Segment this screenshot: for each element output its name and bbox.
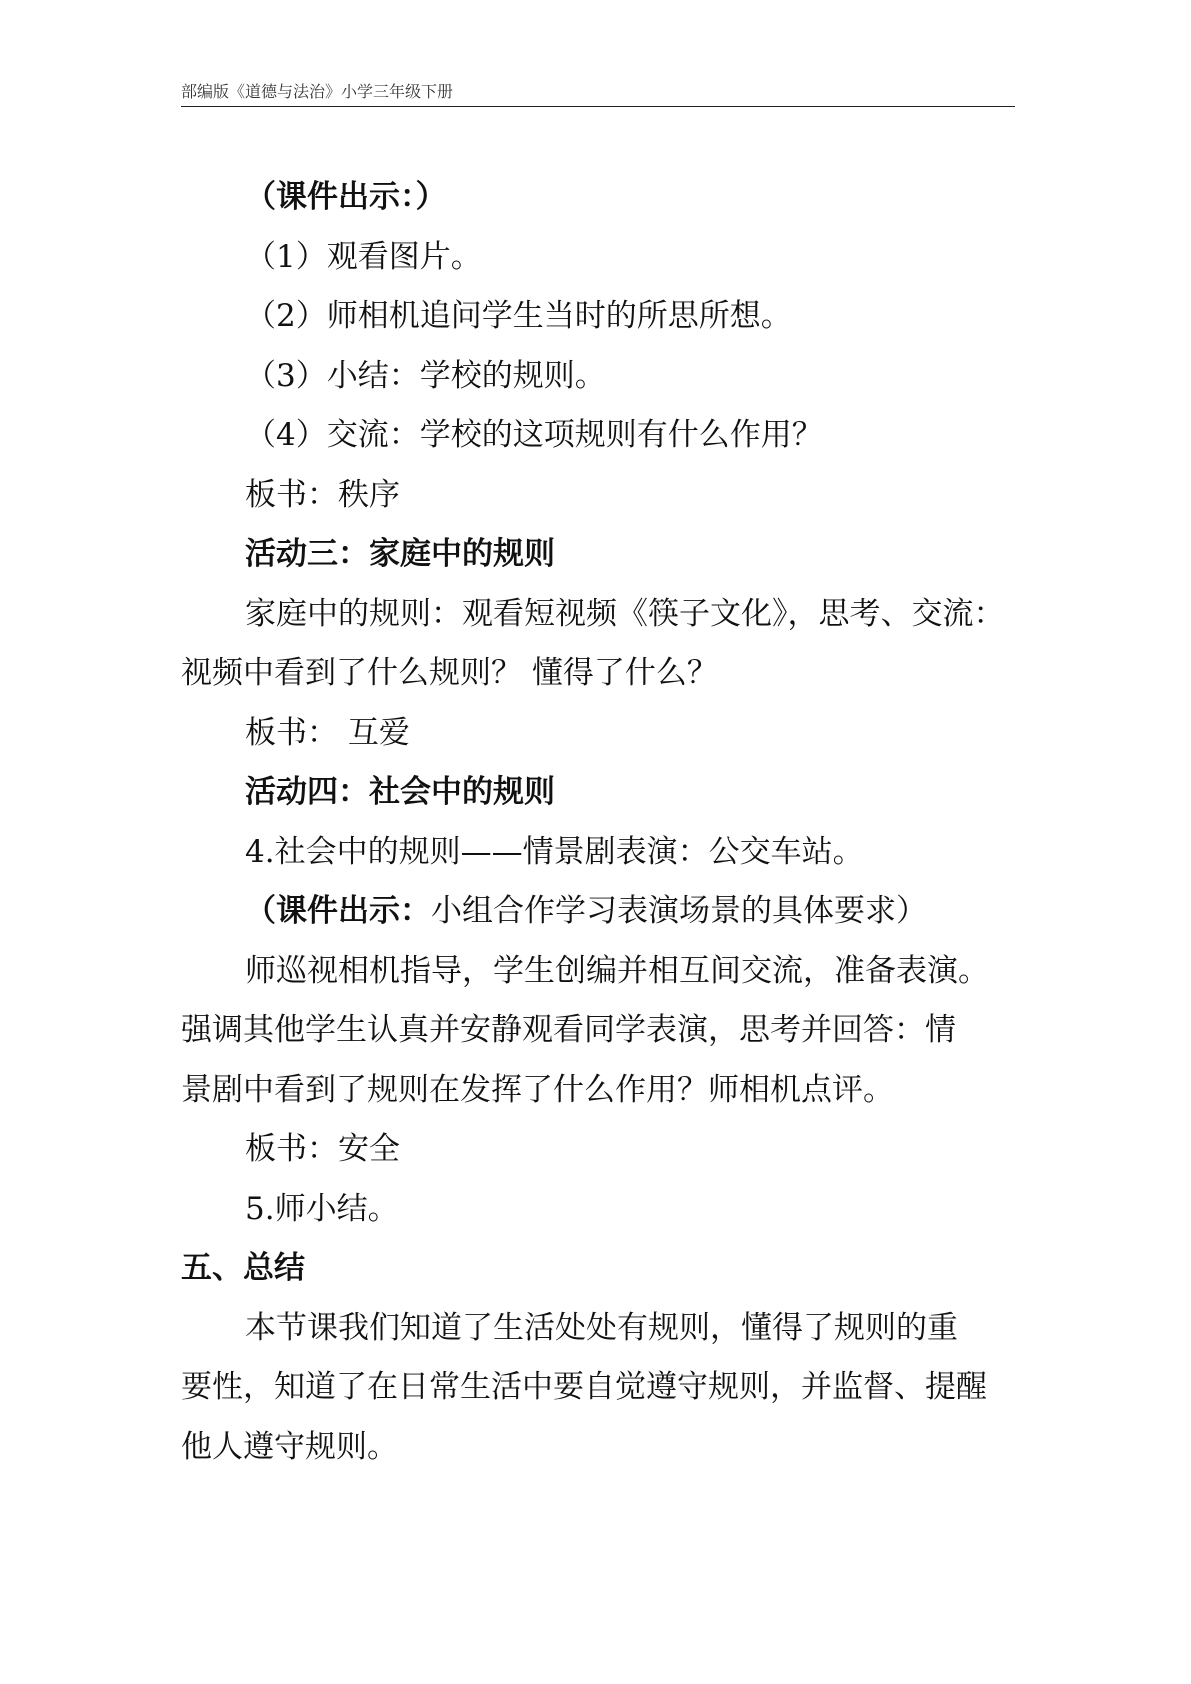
courseware-requirements-label: （课件出示：	[245, 893, 431, 929]
section-5-heading: 五、总结	[181, 1250, 305, 1286]
courseware-requirements	[181, 882, 1015, 942]
step-4: （4）交流：学校的这项规则有什么作用？	[245, 417, 823, 453]
board-note-order: 板书：秩序	[245, 476, 400, 513]
society-rules-intro: 4.社会中的规则——情景剧表演：公交车站。	[245, 833, 864, 870]
guidance-line-3: 景剧中看到了规则在发挥了什么作用？师相机点评。	[181, 1071, 894, 1108]
header-title: 部编版《道德与法治》小学三年级下册	[181, 82, 454, 101]
courseware-label: （课件出示：）	[245, 179, 447, 215]
guidance-line-2: 强调其他学生认真并安静观看同学表演，思考并回答：情	[181, 1012, 956, 1048]
family-rules-line-1: 家庭中的规则：观看短视频《筷子文化》，思考、交流：	[245, 595, 1005, 632]
activity-4-heading: 活动四：社会中的规则	[245, 774, 555, 810]
step-3: （3）小结：学校的规则。	[245, 357, 606, 394]
family-rules-line-2: 视频中看到了什么规则？ 懂得了什么？	[181, 655, 718, 691]
summary-line-2: 要性，知道了在日常生活中要自觉遵守规则，并监督、提醒	[181, 1369, 987, 1405]
board-note-safety: 板书：安全	[245, 1131, 400, 1167]
courseware-requirements-text: 小组合作学习表演场景的具体要求）	[431, 893, 927, 929]
page-header	[181, 82, 1015, 107]
step-2: （2）师相机追问学生当时的所思所想。	[245, 298, 792, 334]
guidance-line-1: 师巡视相机指导，学生创编并相互间交流，准备表演。	[245, 952, 989, 989]
board-note-love: 板书： 互爱	[245, 714, 410, 751]
document-body	[181, 168, 1015, 1477]
summary-line-1: 本节课我们知道了生活处处有规则，懂得了规则的重	[245, 1309, 958, 1346]
teacher-summary: 5.师小结。	[245, 1190, 399, 1227]
activity-3-heading: 活动三：家庭中的规则	[245, 536, 555, 572]
summary-line-3: 他人遵守规则。	[181, 1428, 398, 1465]
step-1: （1）观看图片。	[245, 238, 482, 275]
